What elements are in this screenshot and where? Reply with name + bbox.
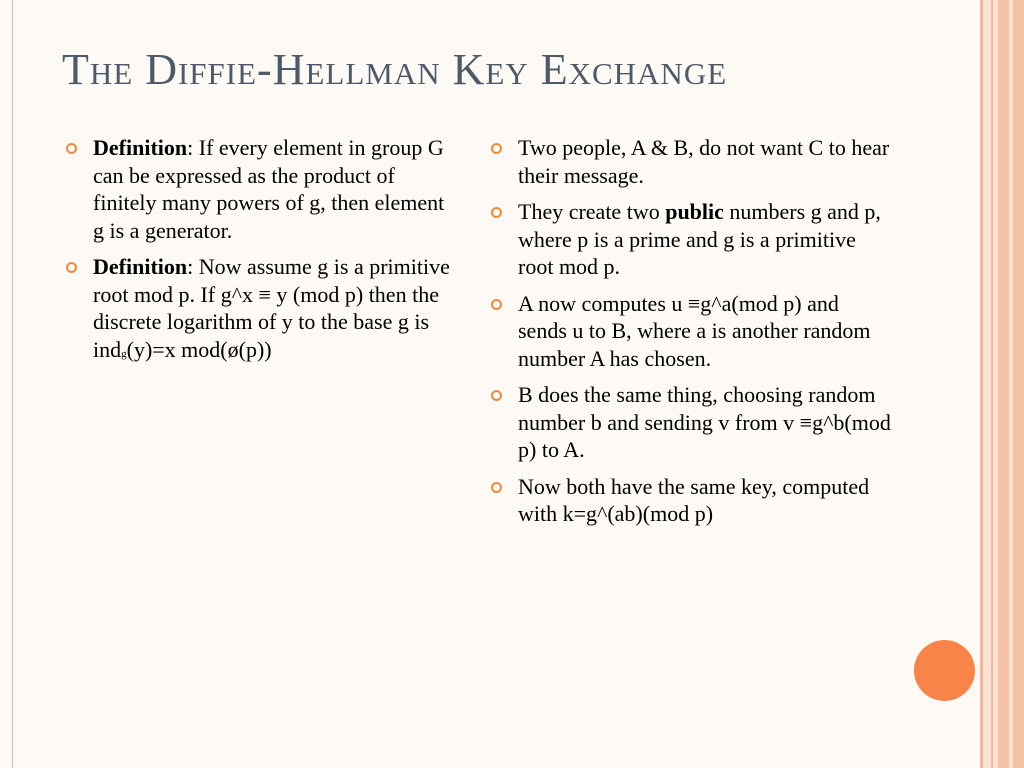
slide-frame-line [12, 0, 13, 768]
bullet-text: B does the same thing, choosing random number b and sending v from v ≡g^b(mod p) to A. [518, 382, 891, 462]
list-item [491, 381, 891, 464]
slide-title: The Diffie-Hellman Key Exchange [62, 45, 728, 94]
list-item [66, 253, 456, 368]
right-bullet-list [491, 134, 891, 537]
bullet-icon [491, 482, 502, 493]
bullet-icon [491, 299, 502, 310]
bold-word: public [665, 199, 724, 224]
definition-term: Definition [93, 254, 188, 279]
bullet-text: Now both have the same key, computed with k=g^(ab)(mod p) [518, 473, 870, 526]
list-item [491, 473, 891, 528]
list-item [491, 198, 891, 281]
definition-text-end: (y)=x mod(ø(p)) [126, 336, 272, 362]
bullet-icon [491, 143, 502, 154]
list-item [491, 134, 891, 189]
bullet-icon [66, 262, 77, 273]
decorative-stripes [980, 0, 1024, 768]
bullet-text-end: numbers g and p, where p is a prime and g is a primitive root mod p. [518, 199, 881, 279]
bullet-icon [491, 207, 502, 218]
definition-text: : Now assume g is a primitive root mod p. If g^x ≡ y (mod p) then the discrete logarithm of y to the base g is ind [93, 254, 450, 362]
left-bullet-list [66, 134, 456, 377]
bullet-icon [66, 143, 77, 154]
bullet-icon [491, 390, 502, 401]
list-item [491, 290, 891, 373]
bullet-text: Two people, A & B, do not want C to hear their message. [518, 135, 890, 188]
definition-term: Definition [93, 135, 188, 160]
bullet-text: A now computes u ≡g^a(mod p) and sends u to B, where a is another random number A has chosen. [518, 290, 871, 371]
orange-circle-decoration [914, 640, 975, 701]
subscript-g: g [121, 347, 127, 360]
list-item [66, 134, 456, 244]
definition-text: : If every element in group G can be expressed as the product of finitely many powers of g, then element g is a generator. [93, 135, 445, 243]
bullet-text: They create two [518, 199, 666, 224]
